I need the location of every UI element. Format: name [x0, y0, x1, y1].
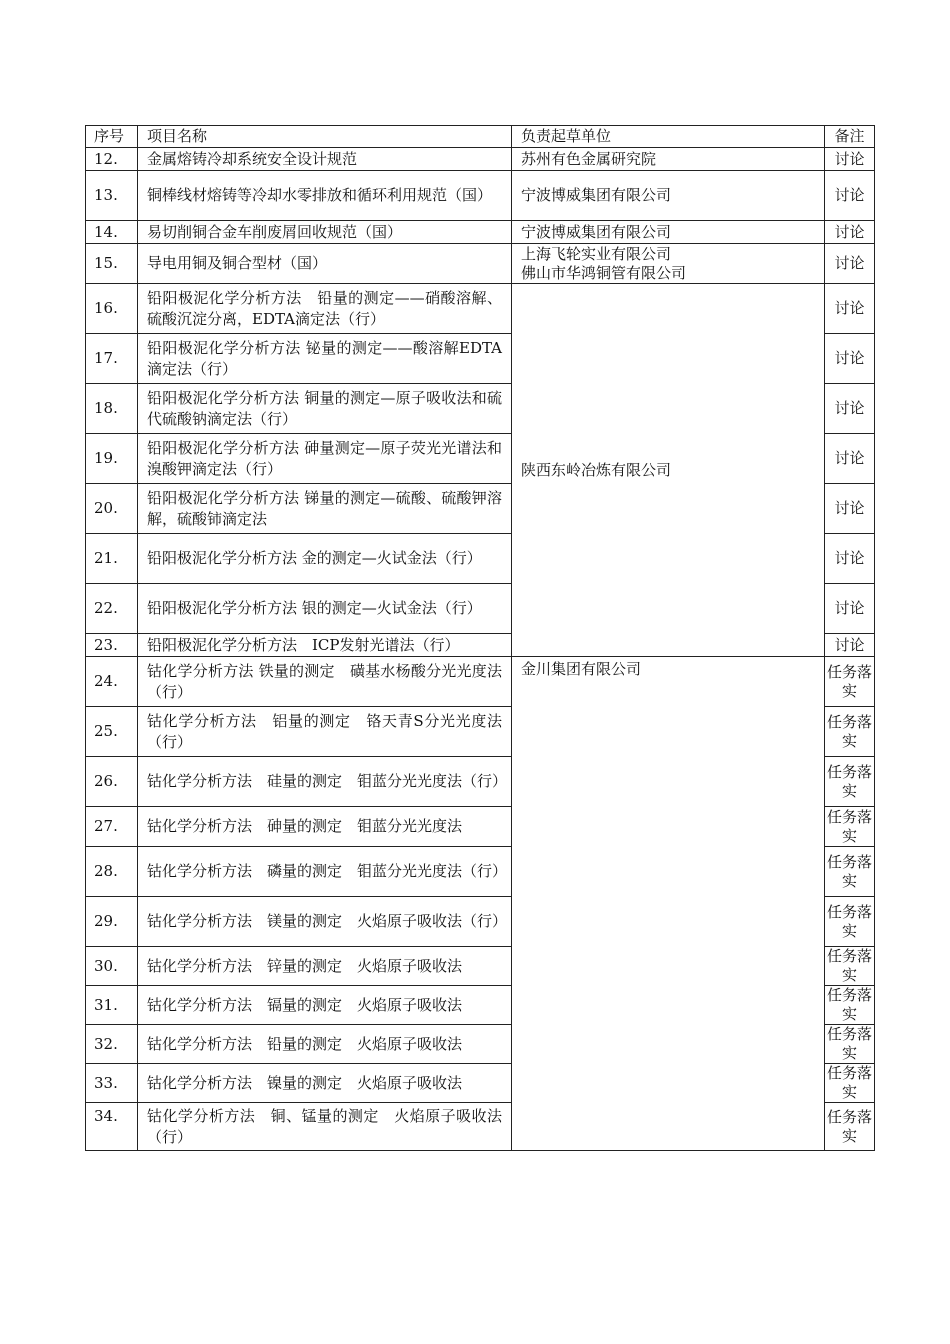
- row-seq: 28.: [86, 847, 138, 897]
- row-note: 讨论: [825, 634, 875, 657]
- row-name: 钴化学分析方法 砷量的测定 钼蓝分光光度法: [138, 807, 512, 847]
- row-name: 导电用铜及铜合型材（国）: [138, 244, 512, 284]
- row-seq: 33.: [86, 1064, 138, 1103]
- row-note: 讨论: [825, 434, 875, 484]
- row-name: 铅阳极泥化学分析方法 ICP发射光谱法（行）: [138, 634, 512, 657]
- row-seq: 18.: [86, 384, 138, 434]
- row-seq: 31.: [86, 986, 138, 1025]
- table-row: [86, 171, 875, 221]
- row-note: 讨论: [825, 148, 875, 171]
- row-note: 任务落实: [825, 707, 875, 757]
- row-seq: 22.: [86, 584, 138, 634]
- row-note: 讨论: [825, 584, 875, 634]
- row-seq: 21.: [86, 534, 138, 584]
- row-name: 铅阳极泥化学分析方法 铅量的测定——硝酸溶解、硫酸沉淀分离，EDTA滴定法（行）: [138, 284, 512, 334]
- row-seq: 25.: [86, 707, 138, 757]
- row-name: 铅阳极泥化学分析方法 银的测定—火试金法（行）: [138, 584, 512, 634]
- row-unit: 宁波博威集团有限公司: [512, 221, 825, 244]
- row-note: 任务落实: [825, 947, 875, 986]
- row-note: 任务落实: [825, 847, 875, 897]
- row-name: 金属熔铸冷却系统安全设计规范: [138, 148, 512, 171]
- merged-unit-shaanxi: 陕西东岭冶炼有限公司: [512, 284, 825, 657]
- row-note: 任务落实: [825, 807, 875, 847]
- row-note: 讨论: [825, 244, 875, 284]
- row-note: 讨论: [825, 221, 875, 244]
- table-row: [86, 148, 875, 171]
- row-seq: 26.: [86, 757, 138, 807]
- row-seq: 20.: [86, 484, 138, 534]
- row-name: 钴化学分析方法 磷量的测定 钼蓝分光光度法（行）: [138, 847, 512, 897]
- table-row: [86, 284, 875, 334]
- row-seq: 17.: [86, 334, 138, 384]
- row-seq: 13.: [86, 171, 138, 221]
- row-note: 任务落实: [825, 657, 875, 707]
- row-name: 钴化学分析方法 镁量的测定 火焰原子吸收法（行）: [138, 897, 512, 947]
- row-unit: 苏州有色金属研究院: [512, 148, 825, 171]
- row-name: 铅阳极泥化学分析方法 铋量的测定——酸溶解EDTA滴定法（行）: [138, 334, 512, 384]
- row-name: 铜棒线材熔铸等冷却水零排放和循环利用规范（国）: [138, 171, 512, 221]
- merged-unit-jinchuan: 金川集团有限公司: [512, 657, 825, 1151]
- row-note: 讨论: [825, 171, 875, 221]
- row-note: 任务落实: [825, 986, 875, 1025]
- row-name: 铅阳极泥化学分析方法 铜量的测定—原子吸收法和硫代硫酸钠滴定法（行）: [138, 384, 512, 434]
- row-name: 易切削铜合金车削废屑回收规范（国）: [138, 221, 512, 244]
- row-seq: 14.: [86, 221, 138, 244]
- row-seq: 27.: [86, 807, 138, 847]
- row-name: 铅阳极泥化学分析方法 锑量的测定—硫酸、硫酸钾溶解，硫酸铈滴定法: [138, 484, 512, 534]
- row-note: 任务落实: [825, 1025, 875, 1064]
- row-unit-line: 上海飞轮实业有限公司: [521, 244, 672, 263]
- table-row: [86, 221, 875, 244]
- row-seq: 23.: [86, 634, 138, 657]
- row-seq: 29.: [86, 897, 138, 947]
- row-note: 讨论: [825, 334, 875, 384]
- row-name: 钴化学分析方法 硅量的测定 钼蓝分光光度法（行）: [138, 757, 512, 807]
- row-seq: 30.: [86, 947, 138, 986]
- header-seq: 序号: [86, 126, 138, 148]
- row-note: 讨论: [825, 484, 875, 534]
- header-name: 项目名称: [138, 126, 512, 148]
- table-header-row: [86, 126, 875, 148]
- row-seq: 34.: [86, 1103, 138, 1151]
- row-note: 讨论: [825, 384, 875, 434]
- row-seq: 16.: [86, 284, 138, 334]
- row-note: 任务落实: [825, 757, 875, 807]
- row-note: 讨论: [825, 534, 875, 584]
- row-note: 任务落实: [825, 1103, 875, 1151]
- row-seq: 19.: [86, 434, 138, 484]
- row-name: 钴化学分析方法 铜、锰量的测定 火焰原子吸收法（行）: [138, 1103, 512, 1151]
- row-seq: 12.: [86, 148, 138, 171]
- table-row: [86, 244, 875, 284]
- row-note: 讨论: [825, 284, 875, 334]
- row-name: 钴化学分析方法 镍量的测定 火焰原子吸收法: [138, 1064, 512, 1103]
- row-name: 钴化学分析方法 铝量的测定 铬天青S分光光度法（行）: [138, 707, 512, 757]
- header-unit: 负责起草单位: [512, 126, 825, 148]
- row-name: 钴化学分析方法 锌量的测定 火焰原子吸收法: [138, 947, 512, 986]
- row-seq: 24.: [86, 657, 138, 707]
- row-name: 钴化学分析方法 铅量的测定 火焰原子吸收法: [138, 1025, 512, 1064]
- table-row: [86, 657, 875, 707]
- row-seq: 32.: [86, 1025, 138, 1064]
- row-name: 钴化学分析方法 铁量的测定 磺基水杨酸分光光度法（行）: [138, 657, 512, 707]
- row-name: 钴化学分析方法 镉量的测定 火焰原子吸收法: [138, 986, 512, 1025]
- header-note: 备注: [825, 126, 875, 148]
- row-unit: [512, 244, 825, 284]
- row-note: 任务落实: [825, 897, 875, 947]
- row-unit-line: 佛山市华鸿铜管有限公司: [521, 263, 687, 282]
- project-table: [85, 125, 875, 1151]
- row-unit: 宁波博威集团有限公司: [512, 171, 825, 221]
- row-seq: 15.: [86, 244, 138, 284]
- row-note: 任务落实: [825, 1064, 875, 1103]
- row-name: 铅阳极泥化学分析方法 金的测定—火试金法（行）: [138, 534, 512, 584]
- row-name: 铅阳极泥化学分析方法 砷量测定—原子荧光光谱法和溴酸钾滴定法（行）: [138, 434, 512, 484]
